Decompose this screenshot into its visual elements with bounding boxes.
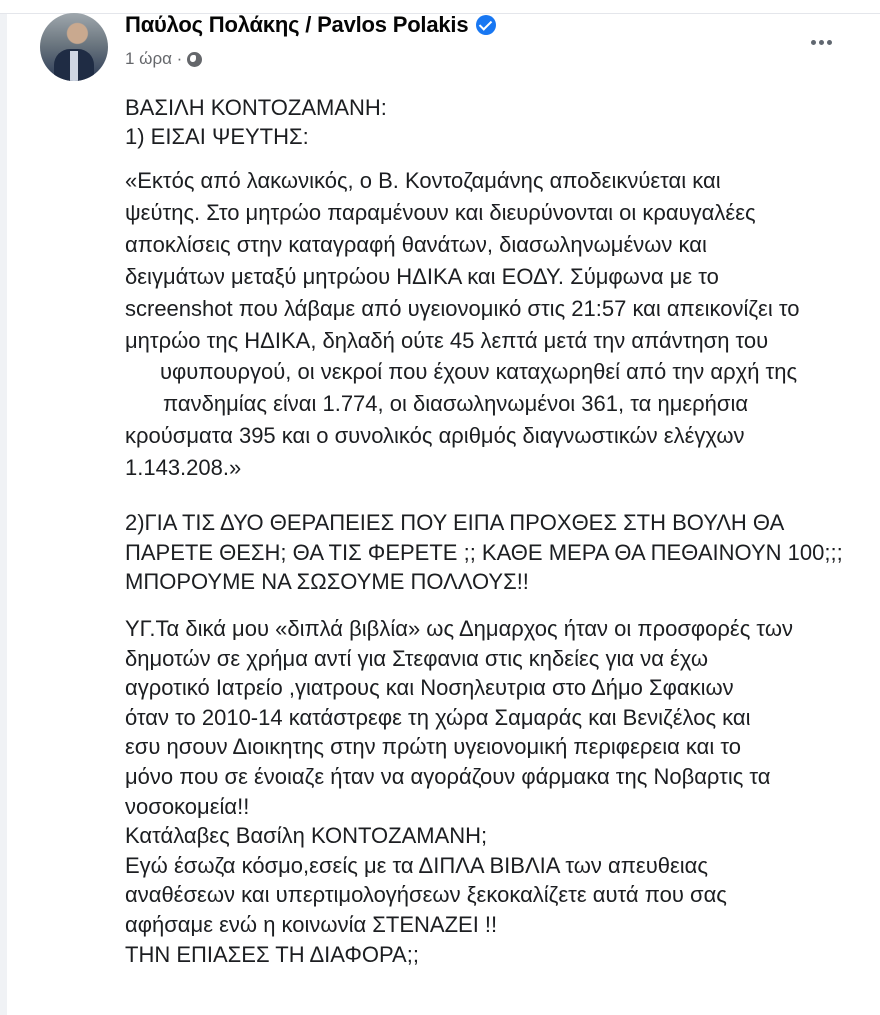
post-text-line: «Εκτός από λακωνικός, ο Β. Κοντοζαμάνης αποδεικνύεται και [125,168,721,193]
post-text-line: εσυ ησουν Διοικητης στην πρώτη υγειονομική περιφερεια και το [125,734,741,760]
post-text-line: screenshot που λάβαμε από υγειονομικό στις 21:57 και απεικονίζει το [125,295,800,321]
post-text-line: δημοτών σε χρήμα αντί για Στεφανια στις κηδείες για να έχω [125,645,708,671]
post-text-line: κρούσματα 395 και ο συνολικός αριθμός διαγνωστικών ελέγχων [125,423,745,449]
post-text-line: ΒΑΣΙΛΗ ΚΟΝΤΟΖΑΜΑΝΗ: [125,95,387,120]
post-meta [125,49,202,69]
post-text-line: 1) ΕΙΣΑΙ ΨΕΥΤΗΣ: [125,124,309,149]
post-text-line: ΜΠΟΡΟΥΜΕ ΝΑ ΣΩΣΟΥΜΕ ΠΟΛΛΟΥΣ!! [125,569,529,595]
post-text-line: Κατάλαβες Βασίλη ΚΟΝΤΟΖΑΜΑΝΗ; [125,823,488,849]
verified-badge-icon [476,15,496,35]
post-text-line: αφήσαμε ενώ η κοινωνία ΣΤΕΝΑΖΕΙ !! [125,912,498,937]
post-text-line: 1.143.208.» [125,455,242,481]
post-text-line: νοσοκομεία!! [125,793,250,819]
post-text-line: μόνο που σε ένοιαζε ήταν να αγοράζουν φάρμακα της Νοβαρτις τα [125,764,771,789]
post-timestamp[interactable]: 1 ώρα · [125,49,183,68]
post-text-line: πανδημίας είναι 1.774, οι διασωληνωμένοι 361, τα ημερήσια [163,391,749,417]
post-text-line: αναθέσεων και υπερτιμολογήσεων ξεκοκαλίζετε αυτά που σας [125,882,727,908]
author-name-row [125,12,496,38]
author-avatar[interactable] [40,13,108,81]
post-text-line: ψεύτης. Στο μητρώο παραμένουν και διευρύνονται οι κραυγαλέες [125,199,756,225]
post-text-line: δειγμάτων μεταξύ μητρώου ΗΔΙΚΑ και ΕΟΔΥ. Σύμφωνα με το [125,263,719,289]
post-text-line: αποκλίσεις στην καταγραφή θανάτων, διασωληνωμένων και [125,231,707,257]
post-text-line: ΠΑΡΕΤΕ ΘΕΣΗ; ΘΑ ΤΙΣ ΦΕΡΕΤΕ ;; ΚΑΘΕ ΜΕΡΑ ΘΑ ΠΕΘΑΙΝΟΥΝ 100;;; [125,539,843,565]
author-name-link[interactable]: Παύλος Πολάκης / Pavlos Polakis [125,12,469,37]
post-text-line: υφυπουργού, οι νεκροί που έχουν καταχωρηθεί από την αρχή της [160,359,798,385]
post-text-line: 2)ΓΙΑ ΤΙΣ ΔΥΟ ΘΕΡΑΠΕΙΕΣ ΠΟΥ ΕΙΠΑ ΠΡΟΧΘΕΣ ΣΤΗ ΒΟΥΛΗ ΘΑ [125,510,785,535]
post-text-line: ΥΓ.Τα δικά μου «διπλά βιβλία» ως Δημαρχος ήταν οι προσφορές των [125,616,793,641]
post-text-line: Εγώ έσωζα κόσμο,εσείς με τα ΔΙΠΛΑ ΒΙΒΛΙΑ των απευθειας [125,852,708,878]
post-text-line: ΤΗΝ ΕΠΙΑΣΕΣ ΤΗ ΔΙΑΦΟΡΑ;; [125,941,419,967]
feed-edge [0,14,7,1015]
post-text-line: αγροτικό Ιατρείο ,γιατρους και Νοσηλευτρια στο Δήμο Σφακιων [125,675,734,701]
post-text-line: όταν το 2010-14 κατάστρεφε τη χώρα Σαμαράς και Βενιζέλος και [125,704,751,730]
globe-icon [187,52,202,67]
more-options-icon[interactable] [806,30,836,54]
post-text-line: μητρώο της ΗΔΙΚΑ, δηλαδή ούτε 45 λεπτά μετά την απάντηση του [125,327,769,353]
